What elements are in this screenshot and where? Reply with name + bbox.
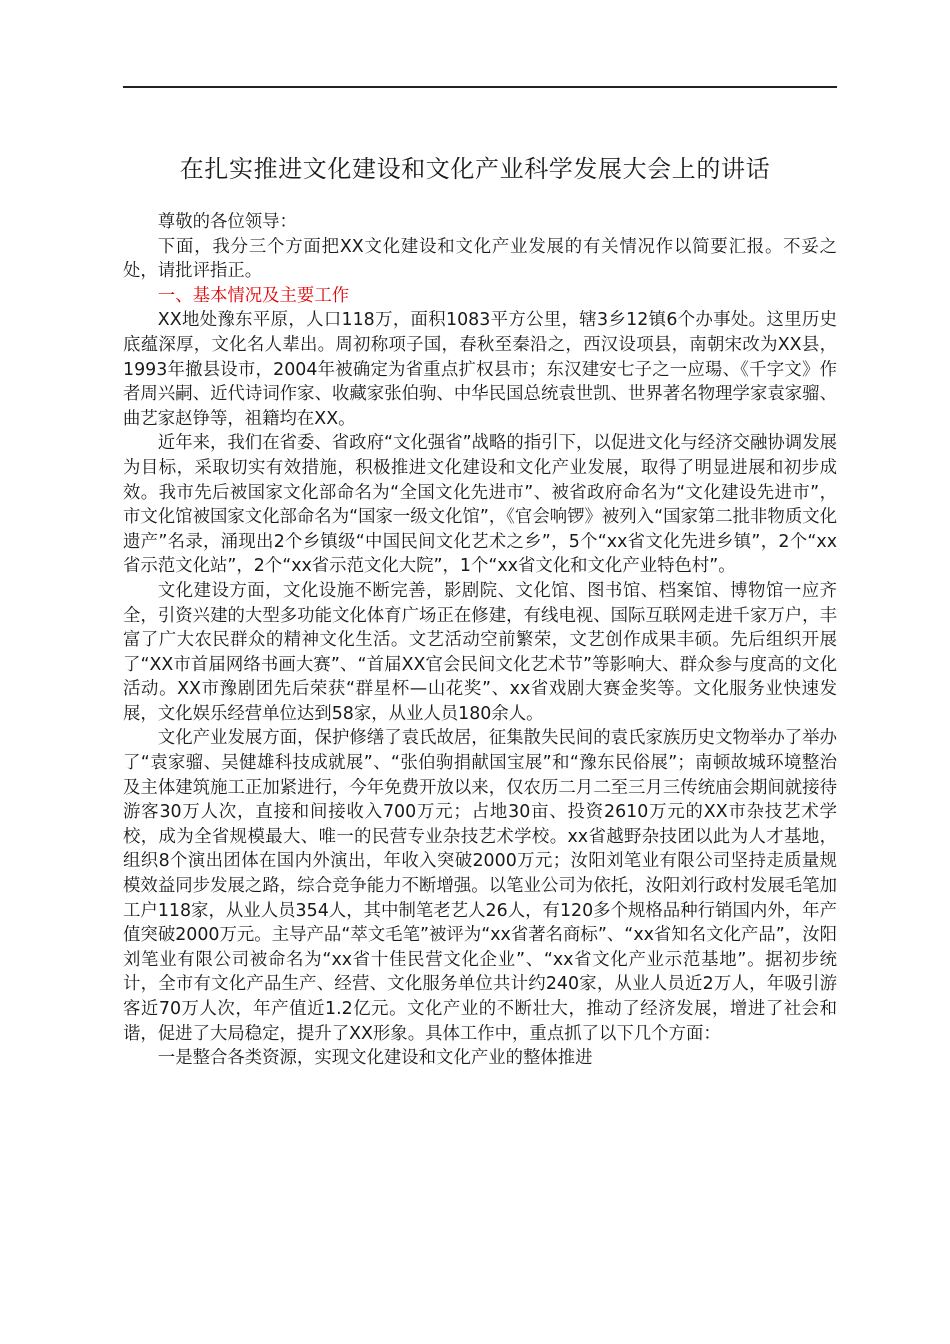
paragraph-point-one: 一是整合各类资源，实现文化建设和文化产业的整体推进	[157, 1048, 593, 1069]
document-title: 在扎实推进文化建设和文化产业科学发展大会上的讲话	[179, 155, 771, 183]
header-rule	[123, 86, 837, 88]
salutation: 尊敬的各位领导：	[157, 212, 297, 232]
paragraph-overview: XX地处豫东平原，人口118万，面积1083平方公里，辖3乡12镇6个办事处。这里历史底蕴深厚，文化名人辈出。周初称项子国，春秋至秦沿之，西汉设项县，南朝宋改为XX县，1993年撤县设市，2004年被确定为省重点扩权县市；东汉建安七子之一应瑒、《千字文》作者周兴嗣、近代诗词作家、收藏家张伯驹、中华民国总统袁世凯、世界著名物理学家袁家骝、曲艺家赵铮等，祖籍均在XX。	[123, 310, 837, 429]
paragraph-achievements: 近年来，我们在省委、省政府“文化强省”战略的指引下，以促进文化与经济交融协调发展为目标，采取切实有效措施，积极推进文化建设和文化产业发展，取得了明显进展和初步成效。我市先后被国家文化部命名为“全国文化先进市”、被省政府命名为“文化建设先进市”，市文化馆被国家文化部命名为“国家一级文化馆”，《官会响锣》被列入“国家第二批非物质文化遗产”名录，涌现出2个乡镇级“中国民间文化艺术之乡”，5个“xx省文化先进乡镇”，2个“xx省示范文化站”，2个“xx省示范文化大院”，1个“xx省文化和文化产业特色村”。	[123, 433, 837, 577]
document-body	[123, 210, 837, 1071]
paragraph-intro: 下面，我分三个方面把XX文化建设和文化产业发展的有关情况作以简要汇报。不妥之处，请批评指正。	[123, 236, 837, 282]
section-heading: 一、基本情况及主要工作	[157, 285, 350, 306]
paragraph-culture-industry: 文化产业发展方面，保护修缮了袁氏故居，征集散失民间的袁氏家族历史文物举办了举办了“袁家骝、吴健雄科技成就展”、“张伯驹捐献国宝展”和“豫东民俗展”；南顿故城环境整治及主体建筑施工正加紧进行，今年免费开放以来，仅农历二月二至三月三传统庙会期间就接待游客30万人次，直接和间接收入700万元；占地30亩、投资2610万元的XX市杂技艺术学校，成为全省规模最大、唯一的民营专业杂技艺术学校。xx省越野杂技团以此为人才基地，组织8个演出团体在国内外演出，年收入突破2000万元；汝阳刘笔业有限公司坚持走质量规模效益同步发展之路，综合竞争能力不断增强。以笔业公司为依托，汝阳刘行政村发展毛笔加工户118家，从业人员354人，其中制笔老艺人26人，有120多个规格品种行销国内外，年产值突破2000万元。主导产品“萃文毛笔”被评为“xx省著名商标”、“xx省知名文化产品”，汝阳刘笔业有限公司被命名为“xx省十佳民营文化企业”、“xx省文化产业示范基地”。据初步统计，全市有文化产品生产、经营、文化服务单位共计约240家，从业人员近2万人，年吸引游客近70万人次，年产值近1.2亿元。文化产业的不断壮大，推动了经济发展，增进了社会和谐，促进了大局稳定，提升了XX形象。具体工作中，重点抓了以下几个方面：	[123, 728, 837, 1044]
paragraph-culture-building: 文化建设方面，文化设施不断完善，影剧院、文化馆、图书馆、档案馆、博物馆一应齐全，引资兴建的大型多功能文化体育广场正在修建，有线电视、国际互联网走进千家万户，丰富了广大农民群众的精神文化生活。文艺活动空前繁荣，文艺创作成果丰硕。先后组织开展了“XX市首届网络书画大赛”、“首届XX官会民间文化艺术节”等影响大、群众参与度高的文化活动。XX市豫剧团先后荣获“群星杯—山花奖”、xx省戏剧大赛金奖等。文化服务业快速发展，文化娱乐经营单位达到58家，从业人员180余人。	[123, 580, 837, 724]
